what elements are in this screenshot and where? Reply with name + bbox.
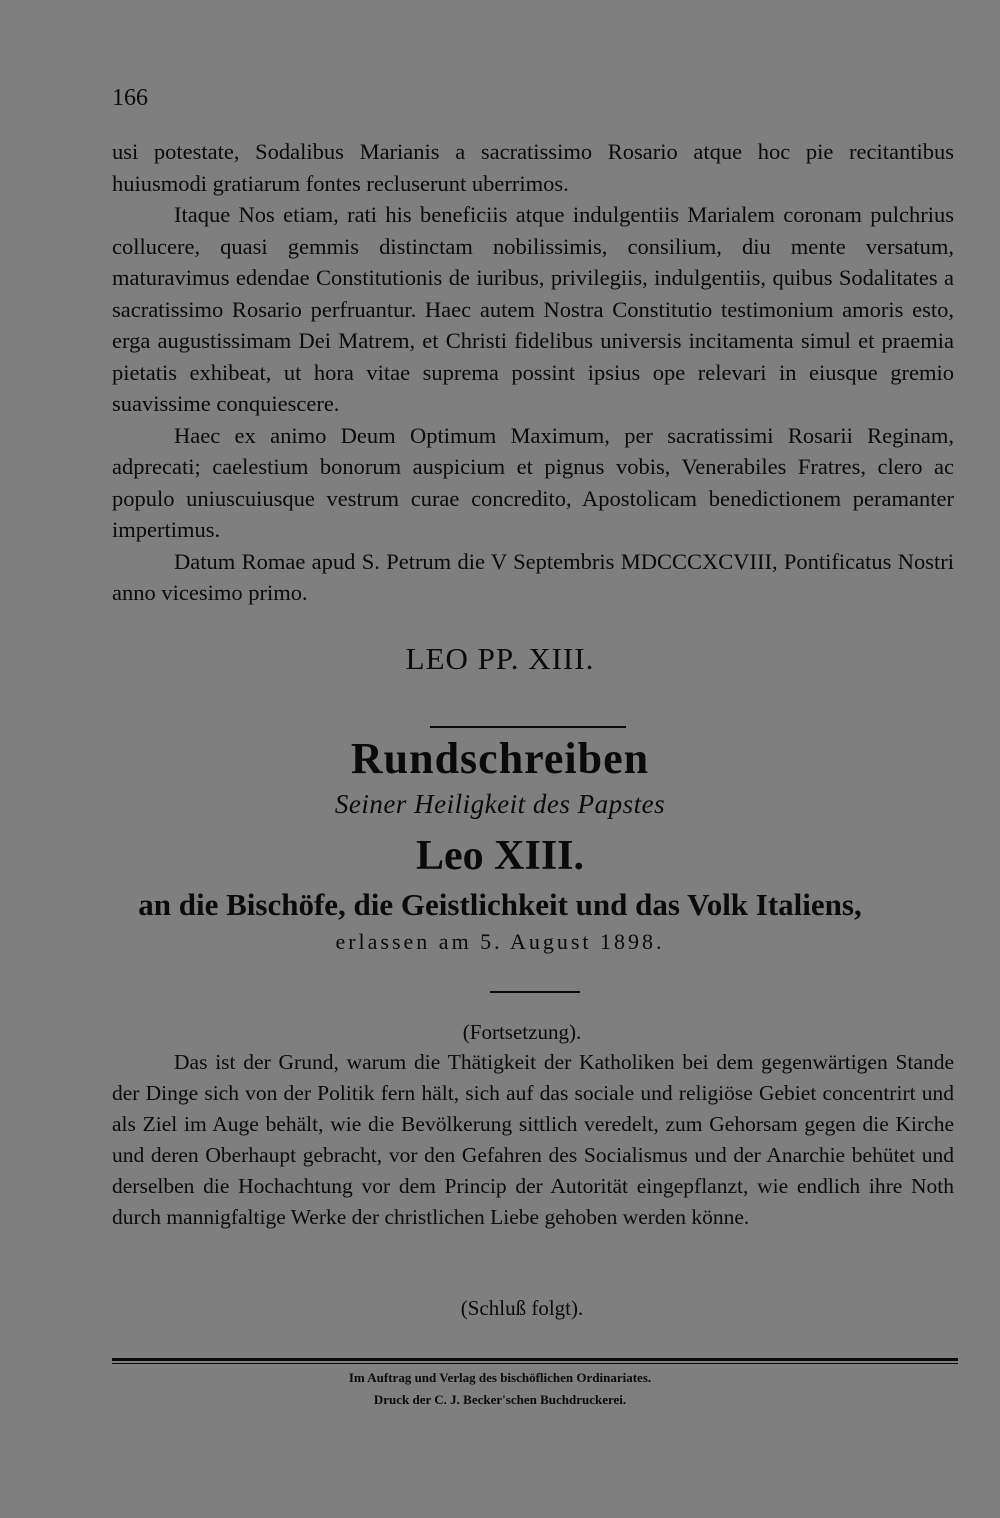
continuation-label: (Fortsetzung).: [462, 1020, 582, 1044]
divider-rule: [490, 991, 580, 993]
pope-name-heading: Leo XIII.: [415, 833, 585, 879]
encyclical-subheading: Seiner Heiligkeit des Papstes: [334, 789, 666, 819]
encyclical-heading: Rundschreiben: [350, 734, 650, 783]
latin-paragraph: Haec ex animo Deum Optimum Maximum, per sacratissimi Rosarii Reginam, adprecati; caelestium bonorum auspicium et pignus vobis, Venerabiles Fratres, clero ac populo uniuscuiusque vestrum curae concredito, Apostolicam benedictionem peramanter impertimus.: [112, 422, 954, 542]
divider-rule: [430, 726, 626, 728]
papal-signature: LEO PP. XIII.: [405, 641, 595, 676]
issue-date: erlassen am 5. August 1898.: [335, 929, 665, 954]
recipients-heading: an die Bischöfe, die Geistlichkeit und das Volk Italiens,: [138, 887, 862, 922]
latin-paragraph: Itaque Nos etiam, rati his beneficiis atque indulgentiis Marialem coronam pulchrius collucere, quasi gemmis distinctam nobilissimis, consilium, diu mente versatum, maturavimus edendae Constitutionis de iuribus, privilegiis, indulgentiis, quibus Sodalitates a sacratissimo Rosario perfruantur. Haec autem Nostra Constitutio testimonium amoris esto, erga augustissimam Dei Matrem, et Christi fidelibus universis incitamenta simul et praemia pietatis exhibeat, ut hora vitae suprema possint ipsius ope relevari in eiusque gremio suavissime conquiescere.: [112, 202, 954, 416]
footer-rule-thick: [112, 1358, 958, 1361]
latin-paragraph: usi potestate, Sodalibus Marianis a sacratissimo Rosario atque hoc pie recitantibus huiusmodi gratiarum fontes recluserunt uberrimos.: [112, 139, 954, 196]
page-number: 166: [112, 85, 148, 111]
german-paragraph: Das ist der Grund, warum die Thätigkeit der Katholiken bei dem gegenwärtigen Stande der Dinge sich von der Politik fern hält, sich auf das sociale und religiöse Gebiet concentrirt und als Ziel im Auge behält, wie die Bevölkerung sittlich veredelt, zum Gehorsam gegen die Kirche und deren Oberhaupt gebracht, vor den Gefahren des Socialismus und der Anarchie behütet und derselben die Hochachtung vor dem Princip der Autorität eingepflanzt, wie endlich ihre Noth durch mannigfaltige Werke der christlichen Liebe gehoben werden könne.: [112, 1050, 954, 1229]
german-text-body: [112, 1047, 954, 1233]
closing-label: (Schluß folgt).: [460, 1296, 584, 1320]
printer-line: Druck der C. J. Becker'schen Buchdruckerei.: [373, 1392, 627, 1407]
publisher-line: Im Auftrag und Verlag des bischöflichen Ordinariates.: [348, 1370, 652, 1385]
latin-paragraph: Datum Romae apud S. Petrum die V Septembris MDCCCXCVIII, Pontificatus Nostri anno vicesimo primo.: [112, 548, 954, 605]
footer-rule-thin: [112, 1363, 958, 1364]
latin-text-body: [112, 136, 954, 609]
